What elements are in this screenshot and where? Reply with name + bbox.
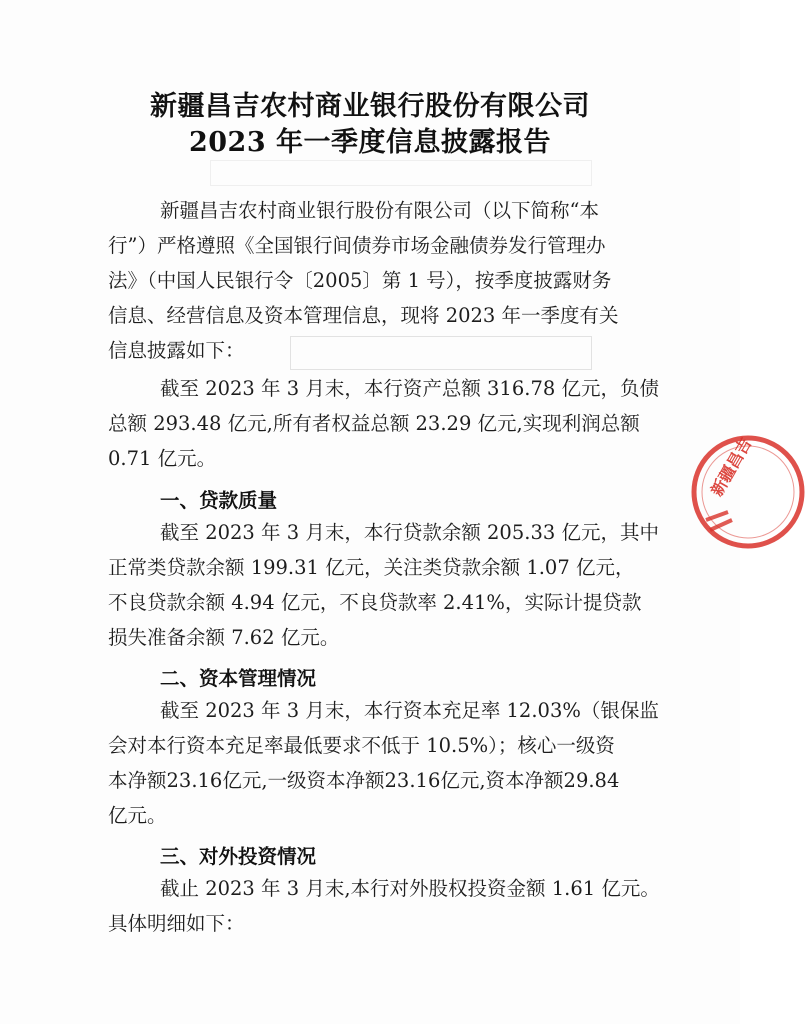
- document-title: 新疆昌吉农村商业银行股份有限公司: [150, 91, 590, 122]
- section-heading-external-investment: 三、对外投资情况: [160, 845, 317, 868]
- investment-line: 截止 2023 年 3 月末,本行对外股权投资金额 1.61 亿元。: [160, 877, 660, 900]
- loan-quality-paragraph: [108, 515, 659, 655]
- intro-line: 新疆昌吉农村商业银行股份有限公司（以下简称“本: [160, 199, 599, 222]
- intro-line: 信息、经营信息及资本管理信息，现将 2023 年一季度有关: [108, 304, 619, 327]
- investment-line: 具体明细如下：: [108, 912, 245, 935]
- loan-line: 损失准备余额 7.62 亿元。: [108, 626, 340, 649]
- capital-line: 会对本行资本充足率最低要求不低于 10.5%）；核心一级资: [108, 734, 615, 757]
- capital-paragraph: [108, 693, 659, 833]
- investment-paragraph: [108, 871, 660, 941]
- capital-line: 亿元。: [108, 804, 167, 827]
- document-subtitle: 2023 年一季度信息披露报告: [188, 127, 552, 158]
- intro-line: 行”）严格遵照《全国银行间债券市场金融债券发行管理办: [108, 234, 606, 257]
- loan-line: 截至 2023 年 3 月末，本行贷款余额 205.33 亿元，其中: [160, 521, 659, 544]
- seal-lettering: 新疆昌吉: [707, 434, 756, 500]
- capital-line: 截至 2023 年 3 月末，本行资本充足率 12.03%（银保监: [160, 699, 659, 722]
- intro-paragraph: [108, 193, 628, 368]
- summary-line: 总额 293.48 亿元,所有者权益总额 23.29 亿元,实现利润总额: [108, 412, 640, 435]
- section-heading-capital-management: 二、资本管理情况: [160, 667, 317, 690]
- loan-line: 正常类贷款余额 199.31 亿元，关注类贷款余额 1.07 亿元，: [108, 556, 635, 579]
- section-heading-loan-quality: 一、贷款质量: [160, 489, 278, 512]
- capital-line: 本净额23.16亿元,一级资本净额23.16亿元,资本净额29.84: [108, 769, 620, 792]
- summary-paragraph: [108, 371, 659, 476]
- loan-line: 不良贷款余额 4.94 亿元，不良贷款率 2.41%，实际计提贷款: [108, 591, 642, 614]
- bleed-through-box: [210, 160, 592, 186]
- intro-line: 信息披露如下：: [108, 339, 245, 362]
- intro-line: 法》（中国人民银行令〔2005〕第 1 号），按季度披露财务: [108, 269, 612, 292]
- summary-line: 截至 2023 年 3 月末，本行资产总额 316.78 亿元，负债: [160, 377, 659, 400]
- red-seal-stamp: [688, 432, 808, 552]
- summary-line: 0.71 亿元。: [108, 447, 217, 470]
